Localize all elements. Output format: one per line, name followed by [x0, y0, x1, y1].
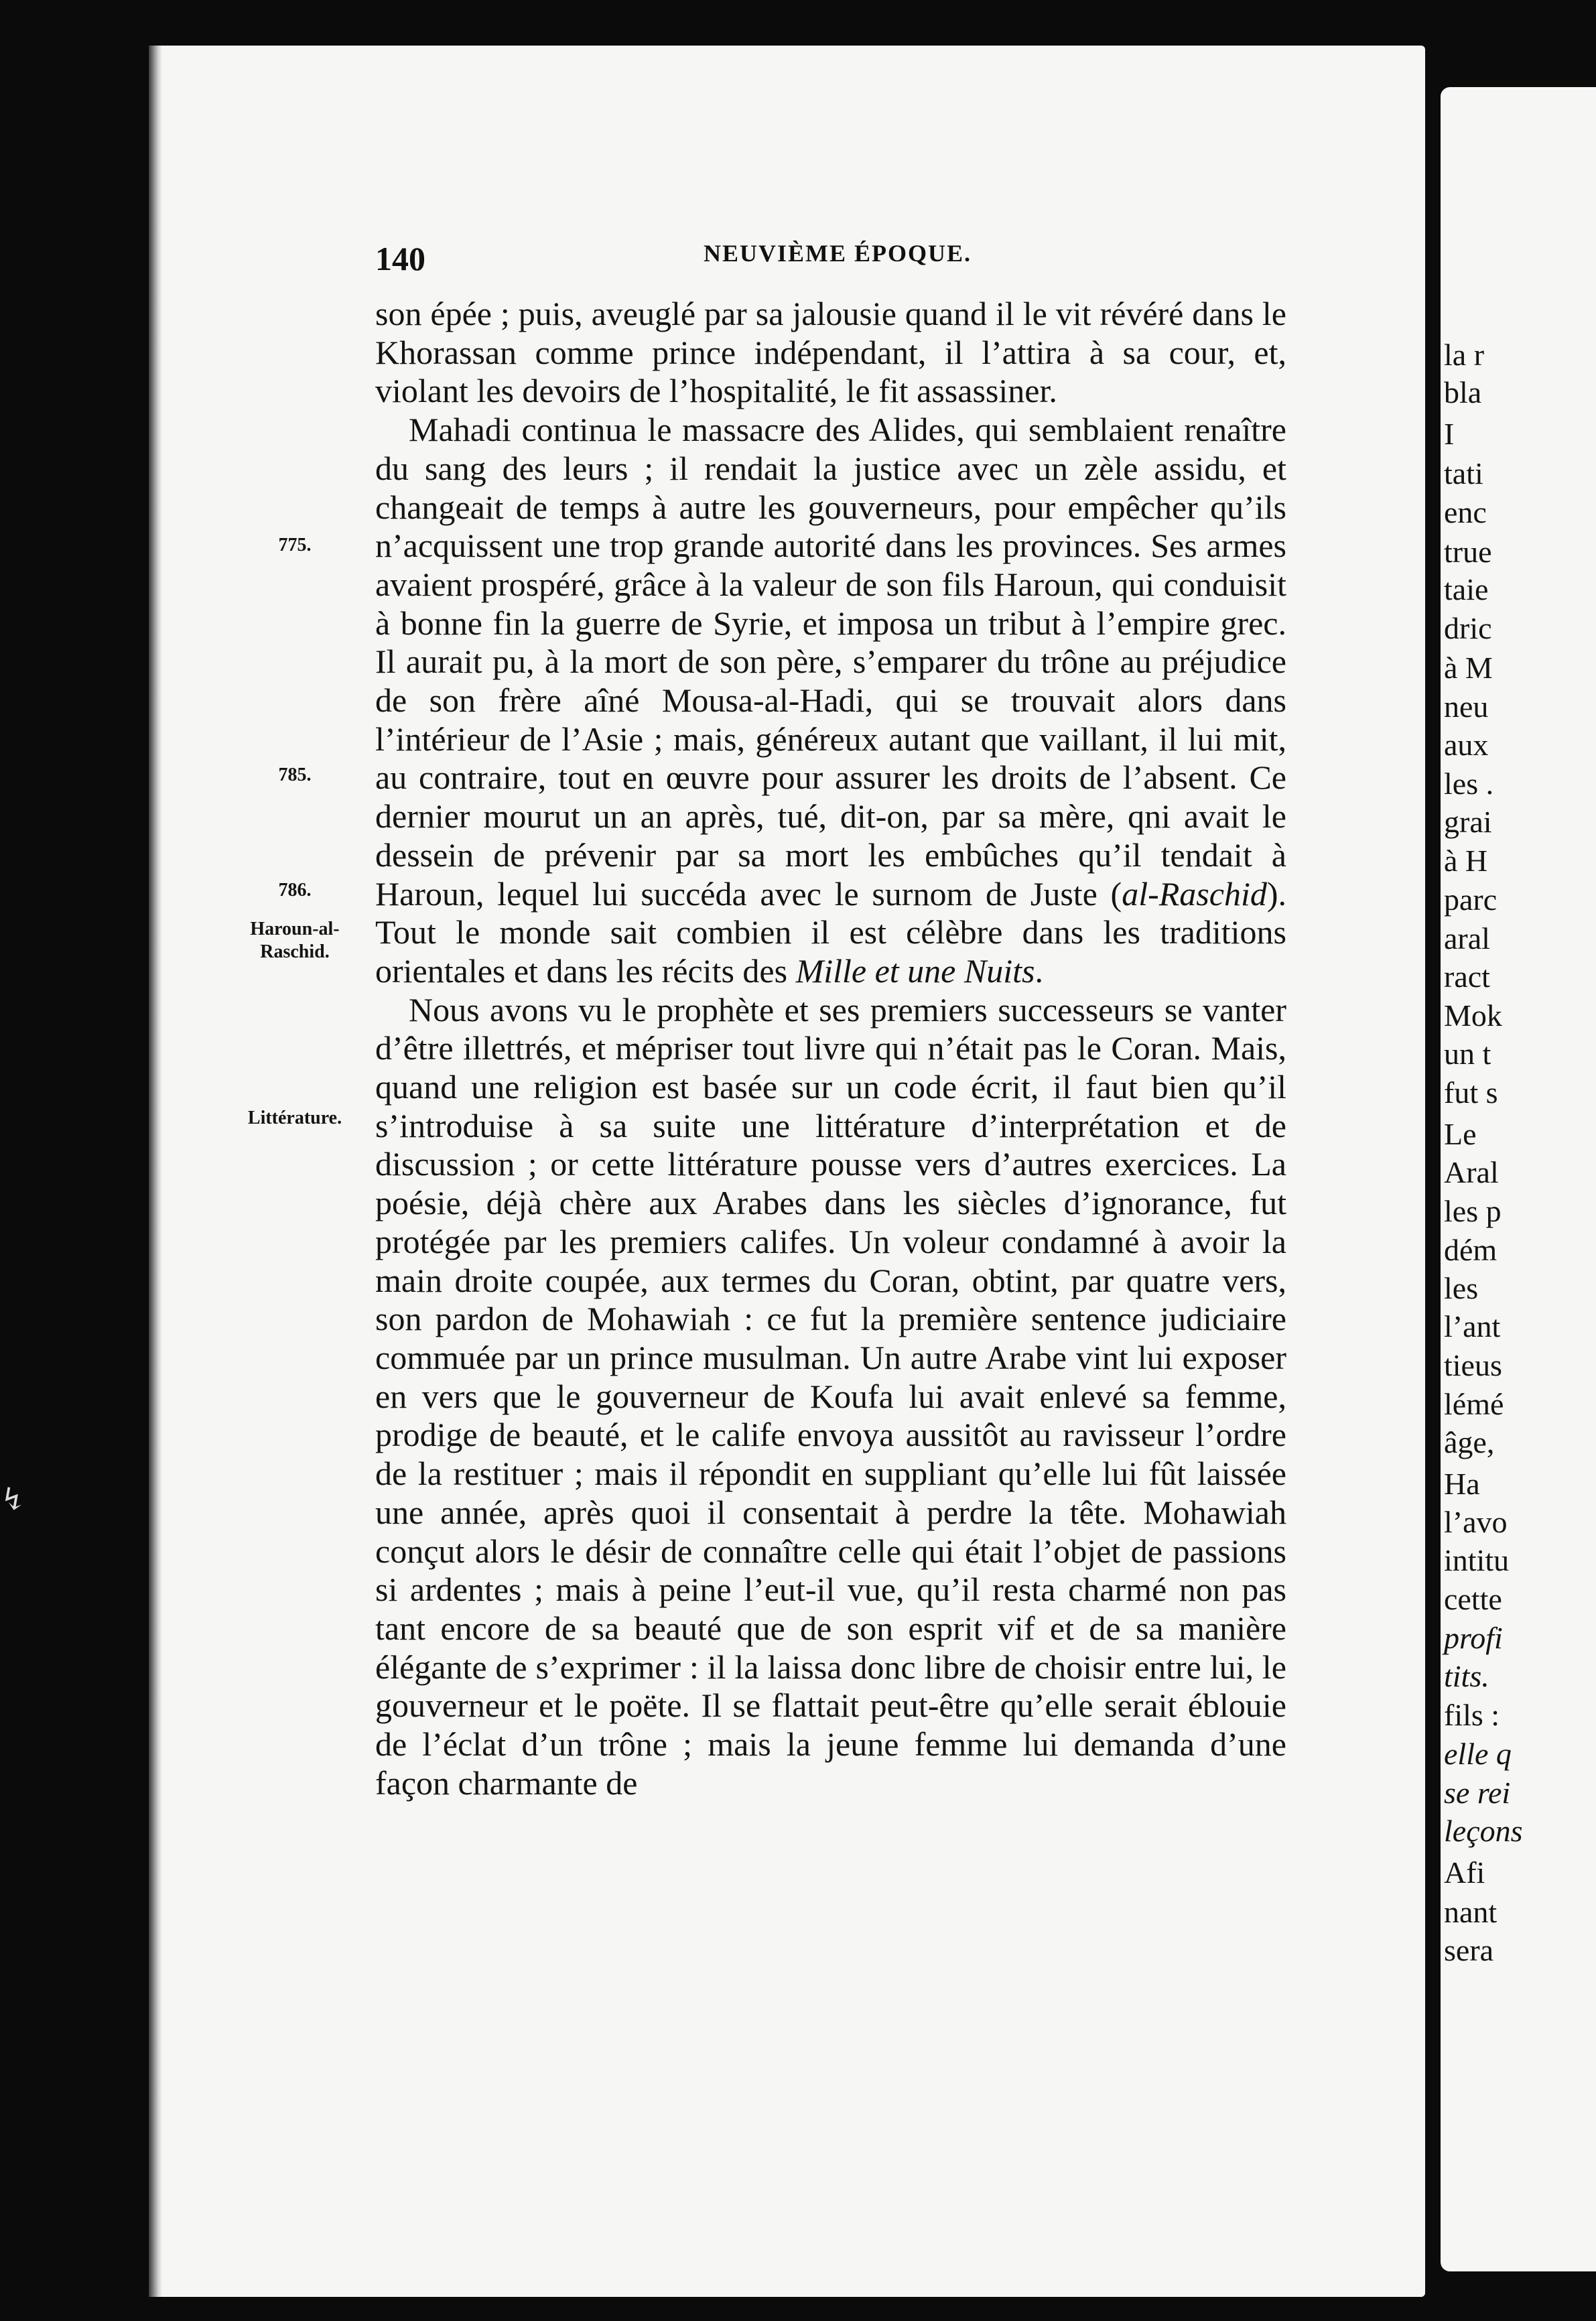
margin-note-haroun-al-raschid: Haroun-al-Raschid.: [250, 919, 340, 962]
right-page-fragment: Le: [1444, 1117, 1477, 1151]
right-page-fragment: Afi: [1444, 1855, 1485, 1889]
right-page-fragment: grai: [1444, 805, 1492, 839]
paragraph-1-text: son épée ; puis, aveuglé par sa jalousie quand il le vit révéré dans le Khorassan comme prince indépendant, il l’attira à sa cour, et, violant les devoirs de l’hospitalité, le fit assassiner.: [375, 295, 1286, 410]
paragraph-2: [375, 411, 1286, 991]
right-page-fragment: neu: [1444, 689, 1489, 724]
right-page-fragment: tati: [1444, 456, 1483, 490]
right-page-fragment: parc: [1444, 882, 1498, 917]
right-page-fragment: se rei: [1444, 1776, 1511, 1810]
title-mille-et-une-nuits: Mille et une Nuits: [795, 951, 1035, 990]
right-page-fragment: aux: [1444, 728, 1489, 762]
right-page-fragment: les .: [1444, 767, 1494, 801]
margin-note-year-775: 775.: [278, 535, 312, 555]
right-page-fragment: l’avo: [1444, 1505, 1508, 1539]
right-page-fragment: dric: [1444, 611, 1492, 645]
right-page-fragment: les p: [1444, 1194, 1502, 1228]
right-page-fragment: tieus: [1444, 1348, 1502, 1382]
right-page-fragment: Ha: [1444, 1467, 1480, 1501]
paragraph-3: [375, 991, 1286, 1803]
right-page-fragment: fut s: [1444, 1075, 1498, 1110]
right-page-fragment: bla: [1444, 375, 1482, 409]
edge-scan-mark-icon: ↯: [0, 1482, 26, 1516]
book-gutter: [149, 46, 162, 2297]
right-page-fragment: les: [1444, 1271, 1479, 1305]
paragraph-2-text-c: .: [1035, 951, 1043, 990]
right-page-fragment: à H: [1444, 844, 1488, 878]
right-page-fragment: ract: [1444, 959, 1490, 994]
right-page-fragment: nant: [1444, 1895, 1498, 1929]
right-page-fragment: leçons: [1444, 1814, 1523, 1848]
right-page-fragment: fils :: [1444, 1698, 1500, 1732]
epithet-al-raschid: al-Raschid: [1122, 874, 1267, 913]
paragraph-2-text-b: ). Tout le monde sait combien il est célèbre dans les traditions orientales et dans les récits des: [375, 874, 1286, 990]
margin-note-year-786: 786.: [278, 880, 312, 901]
right-page-fragment: elle q: [1444, 1737, 1512, 1771]
right-page-fragment: tits.: [1444, 1659, 1489, 1693]
right-page-fragment: profi: [1444, 1621, 1503, 1655]
right-page-fragment: I: [1444, 417, 1455, 451]
right-page-fragment: un t: [1444, 1037, 1491, 1071]
right-page-fragment: âge,: [1444, 1425, 1495, 1459]
margin-note-year-785: 785.: [278, 765, 312, 785]
margin-note-litterature: Littérature.: [247, 1108, 342, 1128]
right-page-fragment: l’ant: [1444, 1309, 1501, 1343]
paragraph-3-text: Nous avons vu le prophète et ses premiers successeurs se vanter d’être illettrés, et mépriser tout livre qui n’était pas le Coran. Mais, quand une religion est basée sur un code écrit, il faut bien qu’il s’introduise à sa suite une littérature d’interprétation et de discussion ; or cette littérature pousse vers d’autres exercices. La poésie, déjà chère aux Arabes dans les siècles d’ignorance, fut protégée par les premiers califes. Un voleur condamné à avoir la main droite coupée, aux termes du Coran, obtint, par quatre vers, son pardon de Mohawiah : ce fut la première sentence judiciaire commuée par un prince musulman. Un autre Arabe vint lui exposer en vers que le gouverneur de Koufa lui avait enlevé sa femme, prodige de beauté, et le calife envoya aussitôt au ravisseur l’ordre de la restituer ; mais il répondit en suppliant qu’elle lui fût laissée une année, après quoi il consentait à perdre la tête. Mohawiah conçut alors le désir de connaître celle qui était l’objet de passions si ardentes ; mais à peine l’eut-il vue, qu’il resta charmé non pas tant encore de sa beauté que de son esprit vif et de sa manière élégante de s’exprimer : il la laissa donc libre de choisir entre lui, le gouverneur et le poëte. Il se flattait peut-être qu’elle serait éblouie de l’éclat d’un trône ; mais la jeune femme lui demanda d’une façon charmante de: [375, 990, 1286, 1802]
right-page-fragment: Mok: [1444, 998, 1502, 1033]
right-page-fragment: intitu: [1444, 1543, 1510, 1577]
right-page-fragment: aral: [1444, 921, 1490, 955]
paragraph-2-text-a: Mahadi continua le massacre des Alides, qui semblaient renaître du sang des leurs ; il rendait la justice avec un zèle assidu, et changeait de temps à autre les gouverneurs, pour empêcher qu’ils n’acquissent une trop grande autorité dans les provinces. Ses armes avaient prospéré, grâce à la valeur de son fils Haroun, qui conduisit à bonne fin la guerre de Syrie, et imposa un tribut à l’empire grec. Il aurait pu, à la mort de son père, s’emparer du trône au préjudice de son frère aîné Mousa-al-Hadi, qui se trouvait alors dans l’intérieur de l’Asie ; mais, généreux autant que vaillant, il lui mit, au contraire, tout en œuvre pour assurer les droits de l’absent. Ce dernier mourut un an après, tué, dit-on, par sa mère, qni avait le dessein de prévenir par sa mort les embûches qu’il tendait à Haroun, lequel lui succéda avec le surnom de Juste (: [375, 411, 1286, 913]
right-page-fragment: Aral: [1444, 1155, 1499, 1189]
right-page-fragment: true: [1444, 535, 1492, 569]
paragraph-1: [375, 295, 1286, 411]
main-text: [375, 295, 1286, 1802]
right-page-fragment: enc: [1444, 495, 1487, 529]
right-page-fragment: cette: [1444, 1582, 1502, 1616]
page-number: 140: [375, 240, 425, 277]
running-head: NEUVIÈME ÉPOQUE.: [704, 240, 972, 267]
right-page-fragment: dém: [1444, 1233, 1498, 1267]
right-page-fragment: lémé: [1444, 1387, 1504, 1421]
right-page-fragment: la r: [1444, 338, 1485, 372]
right-page-fragment: à M: [1444, 651, 1493, 685]
right-page-fragment: sera: [1444, 1933, 1494, 1967]
right-page-fragment: taie: [1444, 572, 1489, 606]
